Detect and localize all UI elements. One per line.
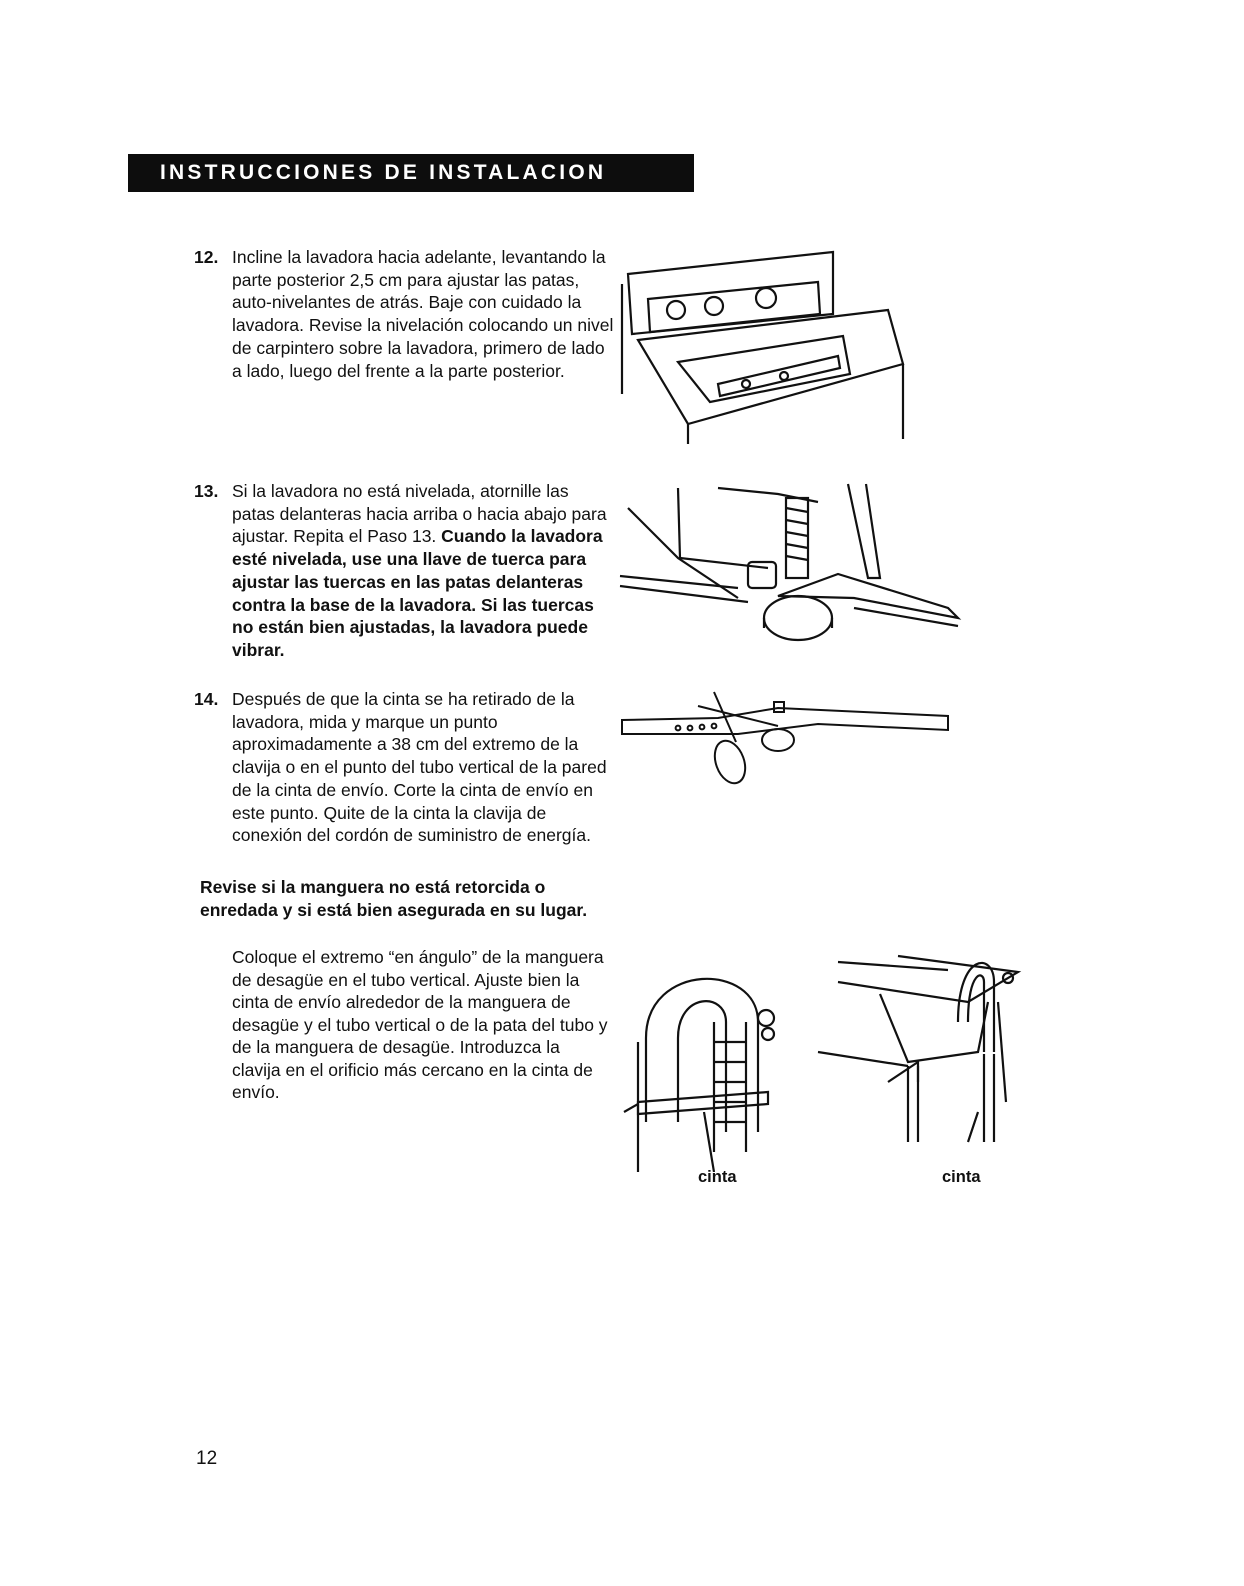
strap-label: cinta <box>942 1168 981 1186</box>
standpipe-hose-illustration <box>618 942 788 1172</box>
strap-cut-illustration <box>618 688 958 793</box>
step-number: 13. <box>194 481 219 501</box>
step-number: 14. <box>194 689 219 709</box>
washer-level-illustration <box>618 244 908 444</box>
step-text: Después de que la cinta se ha retirado de la lavadora, mida y marque un punto aproximadamente a 38 cm del extremo de la clavija o en el punto del tubo vertical de la pared de la cinta de envío. Corte la cinta de envío en este punto. Quite de la cinta la clavija de conexión del cordón de suministro de energía. <box>232 689 607 846</box>
section-header <box>128 154 694 192</box>
wrench-leg-illustration <box>618 478 968 678</box>
step-12 <box>194 246 614 382</box>
step-number: 12. <box>194 247 219 267</box>
section-title: INSTRUCCIONES DE INSTALACION <box>160 161 607 184</box>
strap-label: cinta <box>698 1168 737 1186</box>
hose-check-heading: Revise si la manguera no está retorcida o enredada y si está bien asegurada en su lugar. <box>200 877 588 920</box>
step-text: Si la lavadora no está nivelada, atornille las patas delanteras hacia arriba o hacia abajo para ajustar. Repita el Paso 13. <box>232 481 607 547</box>
laundry-tub-hose-illustration <box>808 942 1028 1172</box>
step-13 <box>194 480 614 662</box>
page-number: 12 <box>196 1448 218 1469</box>
hose-check-text: Coloque el extremo “en ángulo” de la manguera de desagüe en el tubo vertical. Ajuste bien la cinta de envío alrededor de la manguera de desagüe y el tubo vertical o de la pata del tubo y de la manguera de desagüe. Introduzca la clavija en el orificio más cercano en la cinta de envío. <box>232 947 608 1102</box>
step-14 <box>194 688 614 847</box>
step-text: Incline la lavadora hacia adelante, levantando la parte posterior 2,5 cm para ajustar las patas, auto-nivelantes de atrás. Baje con cuidado la lavadora. Revise la nivelación colocando un nivel de carpintero sobre la lavadora, primero de lado a lado, luego del frente a la parte posterior. <box>232 247 614 381</box>
step-warning-text: Cuando la lavadora esté nivelada, use una llave de tuerca para ajustar las tuercas en las patas delanteras contra la base de la lavadora. Si las tuercas no están bien ajustadas, la lavadora puede vibrar. <box>232 526 603 660</box>
